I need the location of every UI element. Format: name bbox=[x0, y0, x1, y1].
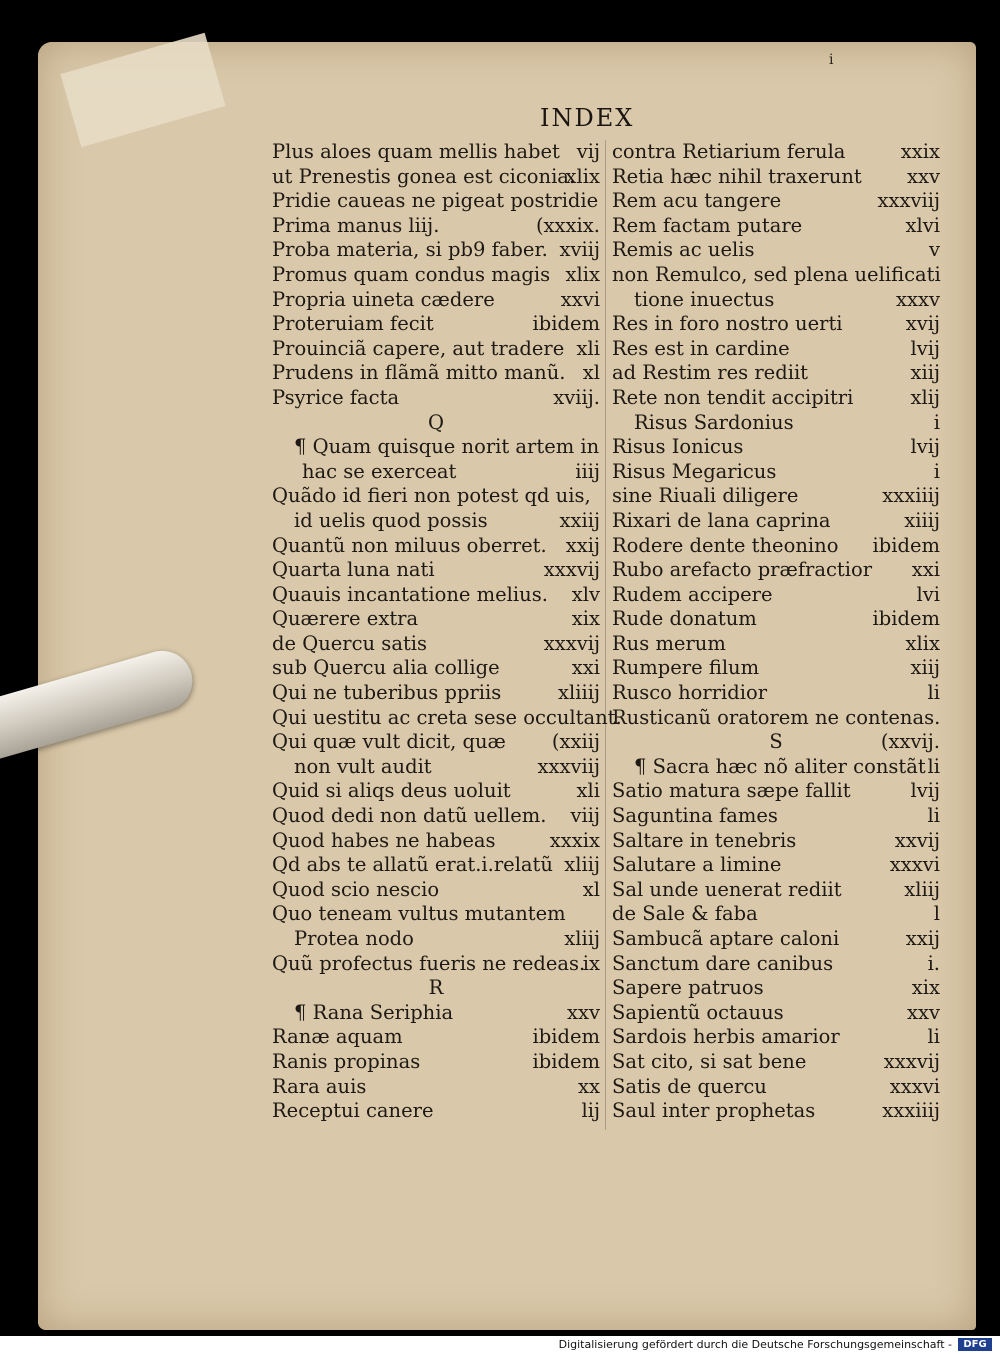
entry-text: Prudens in flãmã mitto manũ. bbox=[272, 361, 566, 385]
index-entry bbox=[612, 681, 940, 706]
index-entry bbox=[272, 1001, 600, 1026]
entry-text: Remis ac uelis bbox=[612, 238, 755, 262]
entry-reference: xxv bbox=[566, 1000, 600, 1024]
entry-reference: ibidem bbox=[532, 1025, 600, 1049]
entry-reference: vij bbox=[576, 140, 600, 163]
entry-reference: xviij bbox=[559, 238, 600, 262]
index-entry bbox=[272, 632, 600, 657]
index-entry bbox=[272, 705, 622, 731]
entry-reference: xli bbox=[576, 779, 600, 803]
index-entry bbox=[272, 509, 600, 534]
entry-text: de Quercu satis bbox=[272, 631, 428, 655]
index-entry bbox=[612, 361, 940, 386]
entry-text: Promus quam condus magis bbox=[272, 262, 551, 286]
entry-reference: xxxviij bbox=[877, 189, 940, 213]
entry-text: contra Retiarium ferula bbox=[612, 140, 846, 163]
entry-text: Quantũ non miluus oberret. bbox=[272, 533, 547, 557]
entry-text: Sapere patruos bbox=[612, 976, 764, 1000]
entry-reference: xli bbox=[576, 336, 600, 360]
index-entry bbox=[272, 558, 600, 583]
footer-credit: Digitalisierung gefördert durch die Deutsche Forschungsgemeinschaft - bbox=[558, 1338, 952, 1351]
index-entry bbox=[272, 337, 600, 362]
index-entry bbox=[612, 263, 940, 288]
index-entry bbox=[612, 779, 940, 804]
index-entry bbox=[272, 140, 600, 165]
index-entry bbox=[272, 607, 600, 632]
entry-text: Propria uineta cædere bbox=[272, 287, 495, 311]
left-column bbox=[272, 140, 622, 1124]
entry-text: Receptui canere bbox=[272, 1099, 434, 1123]
entry-reference: ibidem bbox=[872, 607, 940, 631]
index-entry bbox=[612, 558, 940, 583]
entry-text: Rudem accipere bbox=[612, 582, 773, 606]
index-entry bbox=[272, 853, 600, 878]
entry-reference: xlix bbox=[565, 262, 600, 286]
entry-reference: xxxiiij bbox=[882, 484, 940, 508]
index-entry bbox=[612, 1050, 940, 1075]
folio-mark: i bbox=[829, 52, 834, 68]
section-letter bbox=[612, 730, 940, 755]
entry-text: Res in foro nostro uerti bbox=[612, 312, 843, 336]
index-entry bbox=[612, 927, 940, 952]
entry-text: Quid si aliqs deus uoluit bbox=[272, 779, 511, 803]
entry-text: Saltare in tenebris bbox=[612, 828, 797, 852]
entry-reference: xliij bbox=[564, 927, 600, 950]
entry-reference: xxv bbox=[906, 1000, 940, 1024]
index-entry bbox=[612, 214, 940, 239]
entry-text: Rixari de lana caprina bbox=[612, 508, 831, 532]
entry-reference: xxi bbox=[911, 558, 940, 582]
entry-text: id uelis quod possis bbox=[294, 508, 488, 532]
entry-reference: xviij. bbox=[553, 385, 600, 409]
index-entry bbox=[272, 804, 600, 829]
entry-text: Salutare a limine bbox=[612, 853, 782, 877]
entry-reference: lij bbox=[581, 1099, 600, 1123]
entry-reference: xxxvij bbox=[543, 558, 600, 582]
entry-text: Risus Megaricus bbox=[612, 459, 777, 483]
entry-reference: lvij bbox=[910, 435, 940, 459]
entry-text: Qui uestitu ac creta sese occultant. bbox=[272, 705, 622, 729]
index-entry bbox=[612, 337, 940, 362]
index-entry bbox=[612, 902, 940, 927]
entry-reference: lvi bbox=[916, 582, 940, 606]
entry-reference: xxij bbox=[565, 533, 600, 557]
index-entry bbox=[272, 312, 600, 337]
entry-text: Quũ profectus fueris ne redeas. bbox=[272, 951, 586, 975]
index-entry bbox=[272, 435, 600, 460]
index-entry bbox=[612, 140, 940, 165]
entry-reference: xxiij bbox=[559, 508, 600, 532]
column-divider bbox=[605, 140, 606, 1130]
entry-reference: lvij bbox=[910, 336, 940, 360]
index-entry bbox=[612, 878, 940, 903]
entry-text: non Remulco, sed plena uelificati bbox=[612, 262, 941, 286]
entry-text: Rara auis bbox=[272, 1074, 367, 1098]
index-entry bbox=[612, 1099, 940, 1124]
page-title: INDEX bbox=[540, 104, 635, 132]
entry-reference: xiij bbox=[910, 656, 940, 680]
index-entry bbox=[612, 386, 940, 411]
entry-text: Rubo arefacto præfractior bbox=[612, 558, 873, 582]
entry-text: ad Restim res rediit bbox=[612, 361, 809, 385]
entry-text: Ranæ aquam bbox=[272, 1025, 403, 1049]
index-entry bbox=[612, 509, 940, 534]
entry-text: Rem factam putare bbox=[612, 213, 803, 237]
index-entry bbox=[612, 534, 940, 559]
entry-reference: iiij bbox=[575, 459, 600, 483]
entry-text: Rude donatum bbox=[612, 607, 757, 631]
entry-reference: xxxvi bbox=[889, 853, 940, 877]
entry-text: R bbox=[428, 976, 444, 1000]
index-entry bbox=[272, 755, 600, 780]
entry-text: Qd abs te allatũ erat.i.relatũ bbox=[272, 853, 553, 877]
entry-reference: xxxvij bbox=[543, 631, 600, 655]
entry-text: Quærere extra bbox=[272, 607, 419, 631]
entry-text: Retia hæc nihil traxerunt bbox=[612, 164, 862, 188]
entry-reference: i bbox=[933, 410, 940, 434]
entry-text: Plus aloes quam mellis habet bbox=[272, 140, 560, 163]
entry-text: tione inuectus bbox=[634, 287, 775, 311]
entry-reference: xvij bbox=[905, 312, 940, 336]
entry-reference: (xxxix. bbox=[535, 213, 600, 237]
index-entry bbox=[272, 952, 600, 977]
entry-reference: xxxviij bbox=[537, 754, 600, 778]
index-entry bbox=[612, 411, 940, 436]
index-entry bbox=[612, 288, 940, 313]
index-entry bbox=[272, 681, 600, 706]
entry-text: Satis de quercu bbox=[612, 1074, 767, 1098]
index-entry bbox=[272, 288, 600, 313]
entry-reference: xliij bbox=[564, 853, 600, 877]
index-entry bbox=[272, 1050, 600, 1075]
right-column bbox=[612, 140, 940, 1124]
entry-text: Saguntina fames bbox=[612, 804, 778, 828]
entry-text: Prima manus liij. bbox=[272, 213, 440, 237]
entry-text: Res est in cardine bbox=[612, 336, 790, 360]
entry-text: ut Prenestis gonea est ciconia. bbox=[272, 164, 576, 188]
index-entry bbox=[612, 435, 940, 460]
entry-reference: v bbox=[928, 238, 940, 262]
index-entry bbox=[612, 1001, 940, 1026]
entry-reference: xxvi bbox=[560, 287, 600, 311]
entry-reference: xlix bbox=[905, 631, 940, 655]
index-entry bbox=[612, 189, 940, 214]
entry-reference: xlij bbox=[910, 385, 940, 409]
entry-text: Protea nodo bbox=[294, 927, 414, 950]
entry-text: ¶ Rana Seriphia bbox=[294, 1000, 454, 1024]
entry-text: Quod scio nescio bbox=[272, 877, 440, 901]
entry-text: Proba materia, si pb9 faber. bbox=[272, 238, 548, 262]
entry-reference: ibidem bbox=[872, 533, 940, 557]
entry-text: Rodere dente theonino bbox=[612, 533, 839, 557]
entry-text: sine Riuali diligere bbox=[612, 484, 799, 508]
index-entry bbox=[612, 165, 940, 190]
index-entry bbox=[612, 1025, 940, 1050]
entry-reference: i. bbox=[927, 951, 940, 975]
entry-text: Psyrice facta bbox=[272, 385, 400, 409]
index-entry bbox=[272, 263, 600, 288]
entry-text: Rusticanũ oratorem ne contenas. bbox=[612, 705, 941, 729]
entry-reference: xl bbox=[582, 361, 600, 385]
entry-text: Sanctum dare canibus bbox=[612, 951, 834, 975]
entry-text: Ranis propinas bbox=[272, 1049, 421, 1073]
entry-text: Qui quæ vult dicit, quæ bbox=[272, 730, 506, 754]
index-entry bbox=[272, 361, 600, 386]
dfg-logo: DFG bbox=[958, 1338, 992, 1351]
entry-text: Q bbox=[428, 410, 444, 434]
entry-text: sub Quercu alia collige bbox=[272, 656, 500, 680]
index-entry bbox=[612, 460, 940, 485]
entry-text: ¶ Sacra hæc nõ aliter constãt bbox=[634, 754, 926, 778]
entry-text: Quod habes ne habeas bbox=[272, 828, 496, 852]
entry-text: Rusco horridior bbox=[612, 681, 768, 705]
entry-reference: viij bbox=[570, 804, 600, 828]
entry-text: Pridie caueas ne pigeat postridie bbox=[272, 189, 599, 213]
index-entry bbox=[272, 189, 600, 214]
entry-text: Sal unde uenerat rediit bbox=[612, 877, 842, 901]
entry-text: Sambucã aptare caloni bbox=[612, 927, 840, 950]
entry-reference: li bbox=[927, 804, 940, 828]
entry-text: Qui ne tuberibus ppriis bbox=[272, 681, 502, 705]
entry-text: S bbox=[769, 730, 783, 754]
entry-reference: li bbox=[927, 754, 940, 778]
entry-text: Proteruiam fecit bbox=[272, 312, 434, 336]
entry-text: hac se exerceat bbox=[302, 459, 457, 483]
entry-reference: li bbox=[927, 681, 940, 705]
entry-reference: (xxiij bbox=[551, 730, 600, 754]
entry-reference: xiiij bbox=[904, 508, 940, 532]
entry-reference: xlvi bbox=[905, 213, 940, 237]
entry-text: Sardois herbis amarior bbox=[612, 1025, 840, 1049]
index-entry bbox=[272, 829, 600, 854]
index-entry bbox=[272, 238, 600, 263]
entry-text: Rete non tendit accipitri bbox=[612, 385, 854, 409]
entry-text: ¶ Quam quisque norit artem in bbox=[294, 435, 600, 459]
entry-reference: ibidem bbox=[532, 312, 600, 336]
index-entry bbox=[272, 583, 600, 608]
entry-reference: xiij bbox=[910, 361, 940, 385]
index-entry bbox=[612, 656, 940, 681]
entry-reference: xliij bbox=[904, 877, 940, 901]
index-entry bbox=[272, 1025, 600, 1050]
index-entry bbox=[612, 1075, 940, 1100]
index-entry bbox=[272, 484, 600, 509]
index-entry bbox=[612, 312, 940, 337]
entry-reference: xxix bbox=[900, 140, 940, 163]
index-entry bbox=[612, 607, 940, 632]
entry-reference: xxxv bbox=[895, 287, 940, 311]
entry-reference: (xxvij. bbox=[880, 730, 940, 754]
entry-reference: xlv bbox=[571, 582, 600, 606]
entry-reference: xxv bbox=[906, 164, 940, 188]
index-entry bbox=[272, 1099, 600, 1124]
entry-reference: xx bbox=[578, 1074, 600, 1098]
entry-reference: xix bbox=[571, 607, 600, 631]
index-entry bbox=[272, 902, 600, 927]
index-entry bbox=[612, 755, 940, 780]
entry-reference: xxxiiij bbox=[882, 1099, 940, 1123]
entry-text: de Sale & faba bbox=[612, 902, 758, 926]
entry-reference: xxxix bbox=[549, 828, 600, 852]
index-entry bbox=[612, 484, 940, 509]
index-entry bbox=[272, 165, 600, 190]
entry-text: Rus merum bbox=[612, 631, 726, 655]
entry-reference: xlix bbox=[565, 164, 600, 188]
index-entry bbox=[612, 583, 940, 608]
entry-text: Sat cito, si sat bene bbox=[612, 1049, 807, 1073]
index-entry bbox=[272, 460, 600, 485]
entry-text: Rem acu tangere bbox=[612, 189, 782, 213]
index-entry bbox=[612, 952, 940, 977]
entry-text: Quauis incantatione melius. bbox=[272, 582, 548, 606]
entry-reference: xxxvij bbox=[883, 1049, 940, 1073]
entry-reference: xxi bbox=[571, 656, 600, 680]
entry-reference: xix bbox=[911, 976, 940, 1000]
entry-text: Quãdo id fieri non potest qd uis, bbox=[272, 484, 591, 508]
index-entry bbox=[272, 214, 600, 239]
index-entry bbox=[612, 632, 940, 657]
entry-text: Rumpere filum bbox=[612, 656, 760, 680]
index-entry bbox=[612, 976, 940, 1001]
entry-text: Risus Sardonius bbox=[634, 410, 794, 434]
section-letter bbox=[272, 976, 600, 1001]
entry-text: Saul inter prophetas bbox=[612, 1099, 816, 1123]
entry-text: Satio matura sæpe fallit bbox=[612, 779, 851, 803]
index-entry bbox=[272, 386, 600, 411]
index-entry bbox=[612, 853, 940, 878]
entry-reference: lvij bbox=[910, 779, 940, 803]
entry-reference: xliiij bbox=[558, 681, 600, 705]
index-entry bbox=[612, 829, 940, 854]
entry-text: Sapientũ octauus bbox=[612, 1000, 784, 1024]
index-entry bbox=[272, 534, 600, 559]
index-entry bbox=[612, 238, 940, 263]
entry-text: Risus Ionicus bbox=[612, 435, 744, 459]
index-entry bbox=[612, 706, 940, 731]
entry-reference: xl bbox=[582, 877, 600, 901]
entry-text: Prouinciã capere, aut tradere bbox=[272, 336, 565, 360]
entry-text: Quarta luna nati bbox=[272, 558, 435, 582]
index-entry bbox=[272, 878, 600, 903]
entry-reference: xxij bbox=[905, 927, 940, 950]
entry-text: Quod dedi non datũ uellem. bbox=[272, 804, 547, 828]
entry-reference: li bbox=[927, 1025, 940, 1049]
entry-reference: ibidem bbox=[532, 1049, 600, 1073]
entry-reference: ix bbox=[582, 951, 600, 975]
index-entry bbox=[272, 779, 600, 804]
entry-text: non vult audit bbox=[294, 754, 432, 778]
section-letter bbox=[272, 411, 600, 436]
index-entry bbox=[272, 730, 600, 755]
entry-reference: i bbox=[933, 459, 940, 483]
entry-text: Quo teneam vultus mutantem bbox=[272, 902, 566, 926]
index-entry bbox=[272, 1075, 600, 1100]
entry-reference: xxxvi bbox=[889, 1074, 940, 1098]
index-entry bbox=[612, 804, 940, 829]
index-entry bbox=[272, 656, 600, 681]
entry-reference: l bbox=[933, 902, 940, 926]
index-entry bbox=[272, 927, 600, 952]
entry-reference: xxvij bbox=[894, 828, 940, 852]
